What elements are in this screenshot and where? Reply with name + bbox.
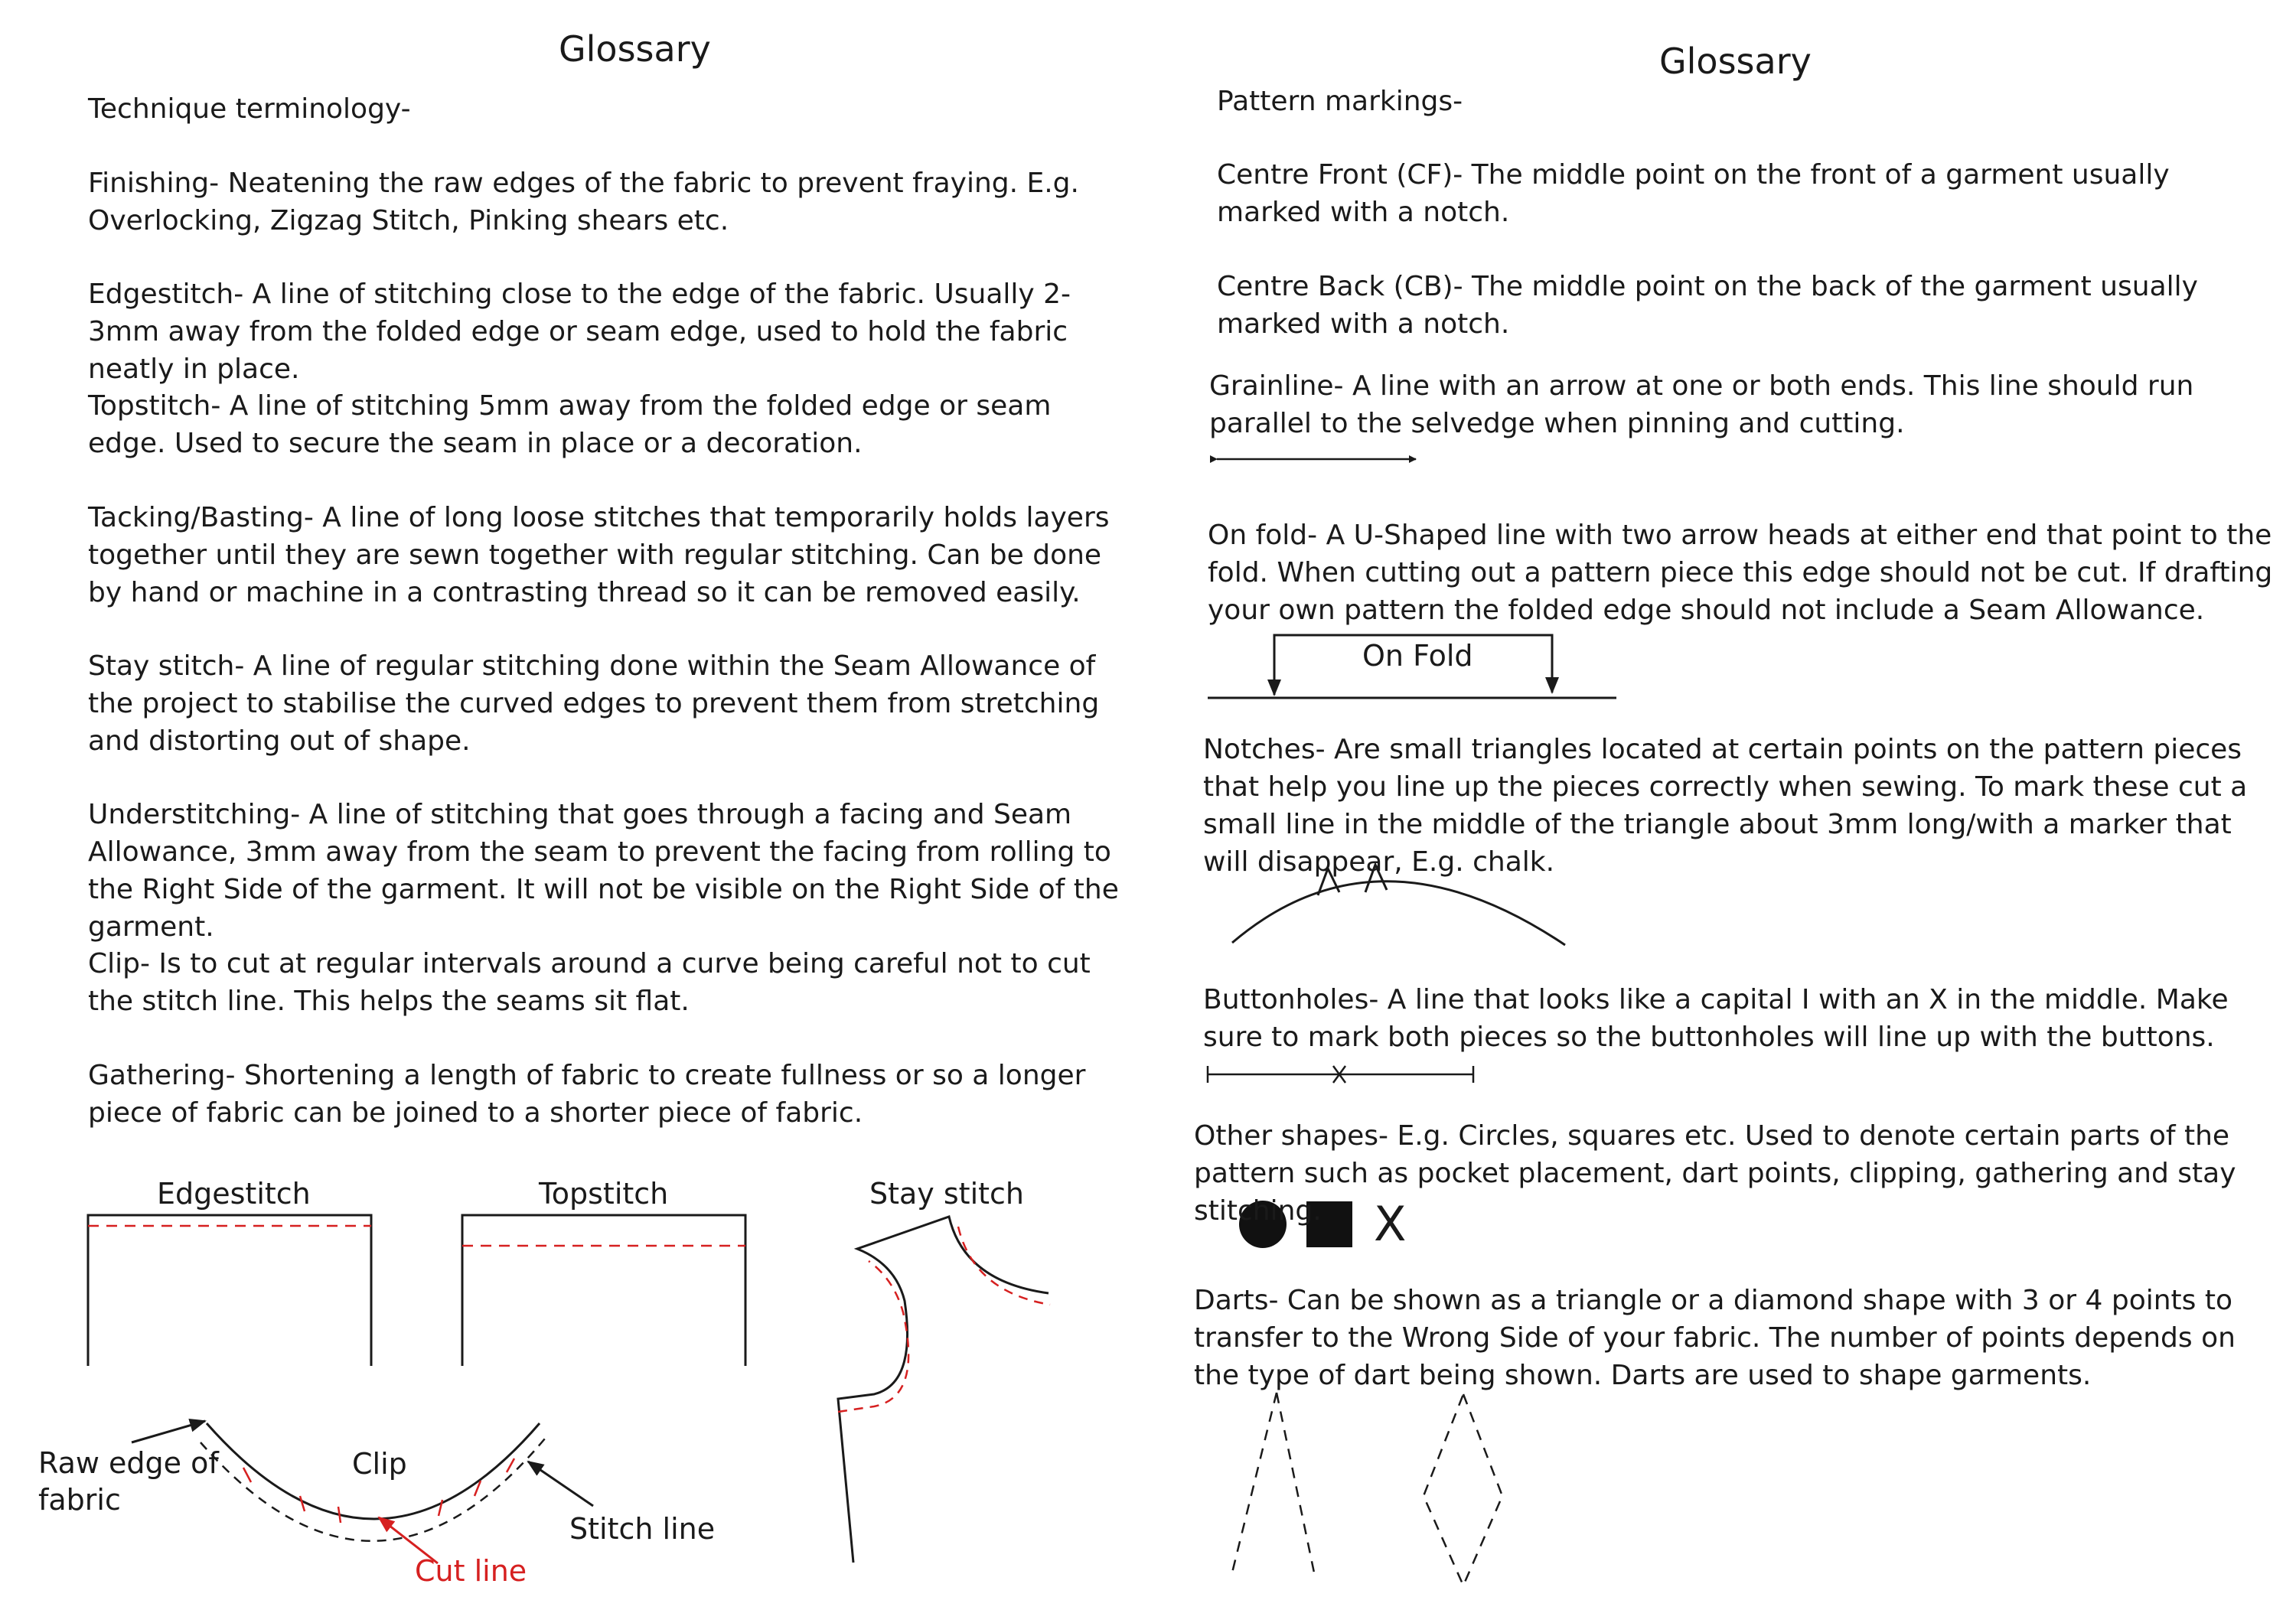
- left-title: Glossary: [559, 28, 711, 70]
- label-on-fold: On Fold: [1362, 639, 1473, 673]
- dart-triangle: [1232, 1393, 1314, 1572]
- entry-edgestitch: Edgestitch- A line of stitching close to the edge of the fabric. Usually 2-3mm away from the folded edge or seam edge, used to hold the fabric neatly in place.: [88, 279, 1071, 385]
- right-heading: Pattern markings-: [1217, 86, 1463, 117]
- marking-centre-front: Centre Front (CF)- The middle point on the front of a garment usually marked with a notch.: [1217, 159, 2170, 228]
- entry-gathering: Gathering- Shortening a length of fabric to create fullness or so a longer piece of fabric can be joined to a shorter piece of fabric.: [88, 1060, 1086, 1129]
- entry-clip: Clip- Is to cut at regular intervals around a curve being careful not to cut the stitch line. This helps the seams sit flat.: [88, 948, 1091, 1017]
- label-edgestitch: Edgestitch: [157, 1177, 311, 1211]
- marking-grainline: Grainline- A line with an arrow at one or both ends. This line should run parallel to the selvedge when pinning and cutting.: [1209, 370, 2194, 439]
- marking-notches: Notches- Are small triangles located at certain points on the pattern pieces that help you line up the pieces correctly when sewing. To mark these cut a small line in the middle of the triangle about 3mm long/with a marker that will disappear, E.g. chalk.: [1203, 734, 2248, 878]
- entry-topstitch: Topstitch- A line of stitching 5mm away from the folded edge or seam edge. Used to secure the seam in place or a decoration.: [88, 390, 1052, 459]
- buttonhole-symbol: [1208, 1066, 1473, 1083]
- entry-understitching: Understitching- A line of stitching that goes through a facing and Seam Allowance, 3mm away from the seam to prevent the facing from rolling to the Right Side of the garment. It will not be visible on the Right Side of the garment.: [88, 799, 1119, 943]
- label-stay-stitch: Stay stitch: [869, 1177, 1025, 1211]
- topstitch-diagram: [462, 1215, 745, 1366]
- left-heading: Technique terminology-: [88, 93, 411, 125]
- edgestitch-diagram: [88, 1215, 371, 1366]
- marking-other-shapes: Other shapes- E.g. Circles, squares etc. Used to denote certain parts of the pattern such as pocket placement, dart points, clipping, gathering and stay stitching.: [1194, 1120, 2236, 1227]
- stay-stitch-diagram: [838, 1217, 1050, 1563]
- right-title: Glossary: [1659, 41, 1812, 82]
- marking-centre-back: Centre Back (CB)- The middle point on the back of the garment usually marked with a notch.: [1217, 271, 2198, 340]
- x-mark: X: [1374, 1196, 1407, 1252]
- dart-diamond: [1424, 1394, 1502, 1586]
- label-clip: Clip: [352, 1447, 407, 1481]
- marking-darts: Darts- Can be shown as a triangle or a diamond shape with 3 or 4 points to transfer to the Wrong Side of your fabric. The number of points depends on the type of dart being shown. Darts are used to shape garments.: [1194, 1285, 2236, 1391]
- label-raw-edge: Raw edge of fabric: [38, 1446, 219, 1517]
- entry-finishing: Finishing- Neatening the raw edges of the fabric to prevent fraying. E.g. Overlocking, Zigzag Stitch, Pinking shears etc.: [88, 168, 1079, 236]
- label-topstitch: Topstitch: [539, 1177, 669, 1211]
- marking-buttonholes: Buttonholes- A line that looks like a capital I with an X in the middle. Make sure to mark both pieces so the buttonholes will line up with the buttons.: [1203, 984, 2229, 1053]
- marking-on-fold: On fold- A U-Shaped line with two arrow heads at either end that point to the fold. When cutting out a pattern piece this edge should not be cut. If drafting your own pattern the folded edge should not include a Seam Allowance.: [1208, 520, 2273, 626]
- label-stitch-line: Stitch line: [569, 1512, 716, 1546]
- label-cut-line: Cut line: [415, 1554, 527, 1588]
- entry-tacking-basting: Tacking/Basting- A line of long loose stitches that temporarily holds layers together until they are sewn together with regular stitching. Can be done by hand or machine in a contrasting thread so it can be removed easily.: [88, 502, 1110, 608]
- entry-stay-stitch: Stay stitch- A line of regular stitching done within the Seam Allowance of the project to stabilise the curved edges to prevent them from stretching and distorting out of shape.: [88, 650, 1100, 757]
